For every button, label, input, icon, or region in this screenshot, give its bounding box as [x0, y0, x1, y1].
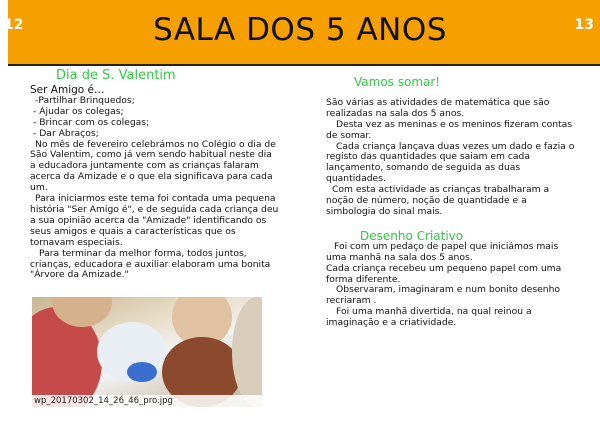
section-title-somar: Vamos somar!: [354, 75, 441, 89]
list-item: - Ajudar os colegas;: [33, 105, 124, 117]
paragraph: Foi com um pedaço de papel que iniciámos mais uma manhã na sala dos 5 anos.: [326, 240, 559, 263]
paragraph: No mês de fevereiro celebrámos no Colégio o dia de São Valentim, como já vem sendo habitual neste dia a educadora juntamente com as crianças falaram acerca da Amizade e o que ela significava para cada um.: [30, 138, 276, 194]
paragraph: Cada criança recebeu um pequeno papel com uma forma diferente.: [326, 262, 562, 285]
paragraph: Para iniciarmos este tema foi contada uma pequena história "Ser Amigo é", e de seguida cada criança deu a sua opinião acerca da "Amizade" identificando os seus amigos e quais a características que os tornavam especiais.: [30, 193, 279, 248]
section-title-desenho: Desenho Criativo: [360, 228, 464, 243]
paragraph: Desta vez as meninas e os meninos fizeram contas de somar.: [326, 118, 573, 141]
paragraph: Observaram, imaginaram e num bonito desenho recriaram .: [326, 284, 561, 307]
left-column: [30, 68, 280, 281]
paragraph: Com esta actividade as crianças trabalharam a noção de número, noção de quantidade e a simbologia do sinal mais.: [326, 184, 550, 217]
paragraph: São várias as atividades de matemática que são realizadas na sala dos 5 anos.: [326, 96, 550, 119]
photo-shape: [232, 297, 262, 407]
page-title: SALA DOS 5 ANOS: [153, 12, 447, 48]
page-header: [0, 0, 600, 66]
section-title-valentim: Dia de S. Valentim: [56, 68, 176, 83]
right-column: [326, 77, 576, 329]
page-number-left: 12: [4, 17, 24, 33]
paragraph: Para terminar da melhor forma, todos juntos, crianças, educadora e auxiliar elaboram uma bonita "Árvore da Amizade.": [30, 247, 271, 281]
list-item: - Dar Abraços;: [33, 127, 99, 139]
paragraph: Cada criança lançava duas vezes um dado e fazia o registo das quantidades que saiam em cada lançamento, somando de seguida as duas quantidades.: [326, 140, 575, 185]
photo-caption: wp_20170302_14_26_46_pro.jpg: [32, 395, 262, 407]
photo-shape: [127, 362, 157, 382]
subtitle-ser-amigo: Ser Amigo é…: [30, 83, 105, 96]
activity-photo: [32, 297, 262, 407]
list-item: -Partilhar Brinquedos;: [35, 94, 135, 106]
list-item: - Brincar com os colegas;: [33, 116, 150, 128]
page-number-right: 13: [574, 17, 594, 33]
paragraph: Foi uma manhã divertida, na qual reinou a imaginação e a criatividade.: [326, 306, 532, 329]
